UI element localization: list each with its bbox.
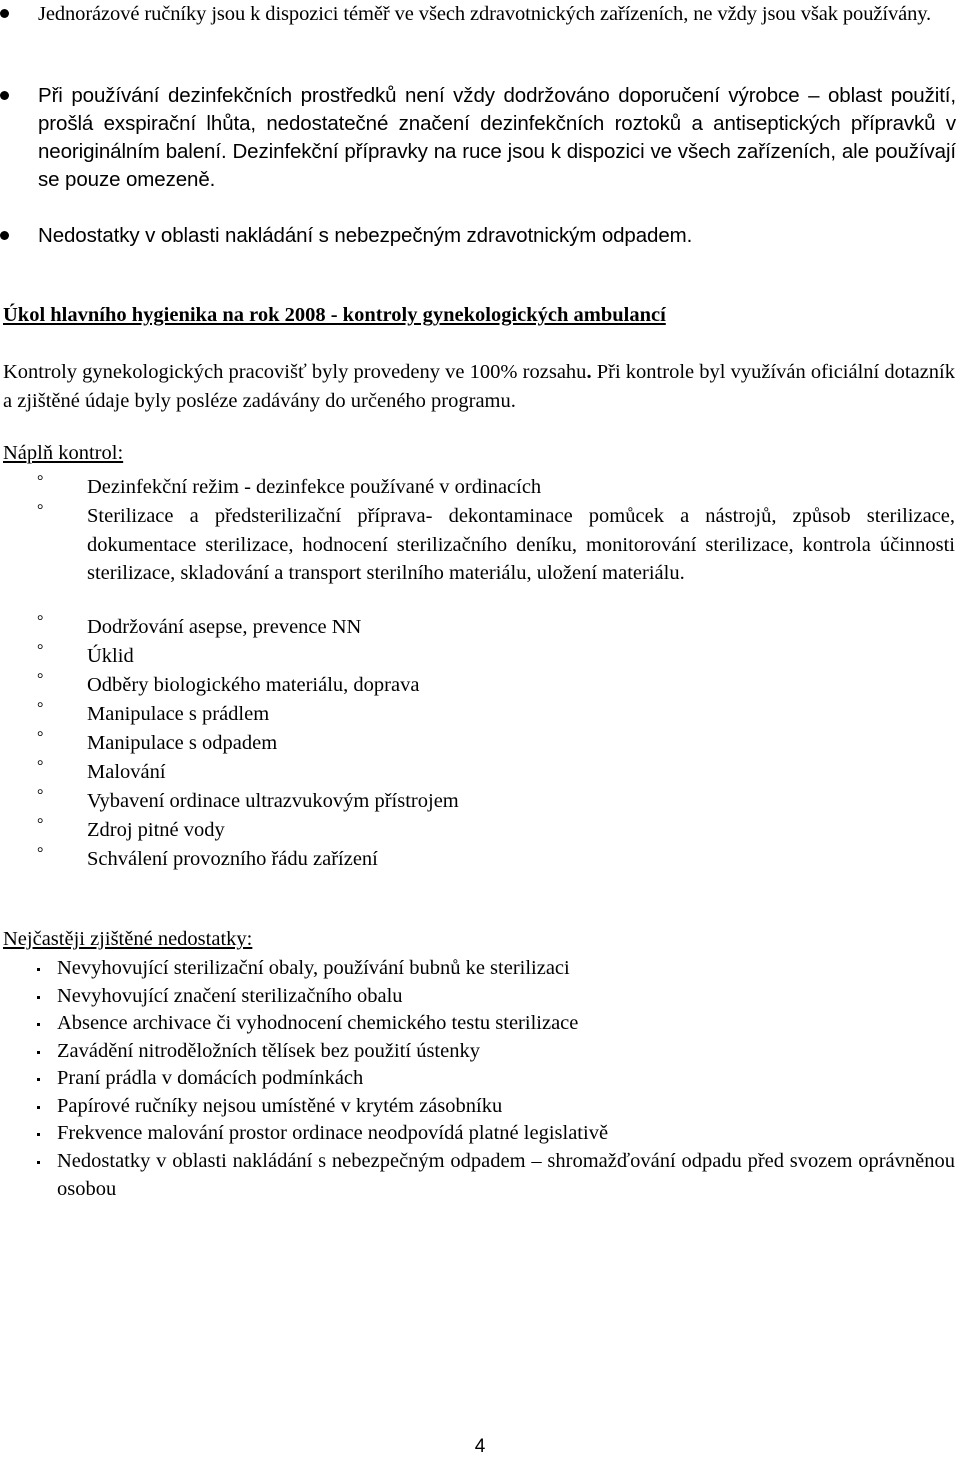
task-paragraph-text: Při kontrole byl využíván oficiální dotazník a zjištěné údaje byly posléze zadávány do určeného programu. [3, 361, 955, 412]
page-number: 4 [474, 1436, 486, 1457]
deficiency-item-text: Absence archivace či vyhodnocení chemického testu sterilizace [57, 1012, 579, 1034]
contents-item-text: Vybavení ordinace ultrazvukovým přístrojem [87, 790, 459, 812]
task-paragraph [3, 358, 955, 416]
bullet-icon [0, 231, 9, 240]
bullet-icon [0, 9, 9, 18]
degree-bullet-icon: ° [37, 787, 44, 804]
contents-item-text: Zdroj pitné vody [87, 819, 225, 841]
small-square-bullet-icon [37, 1106, 40, 1109]
degree-bullet-icon: ° [37, 642, 44, 659]
contents-item-text: Dezinfekční režim - dezinfekce používané v ordinacích [87, 476, 542, 498]
deficiency-item-text: Praní prádla v domácích podmínkách [57, 1067, 364, 1089]
deficiency-item-text: Nevyhovující sterilizační obaly, používání bubnů ke sterilizaci [57, 957, 570, 979]
intro-bullet-text: Nedostatky v oblasti nakládání s nebezpečným zdravotnickým odpadem. [38, 224, 693, 247]
small-square-bullet-icon [37, 1023, 40, 1026]
task-heading: Úkol hlavního hygienika na rok 2008 - kontroly gynekologických ambulancí [3, 304, 666, 326]
small-square-bullet-icon [37, 996, 40, 999]
small-square-bullet-icon [37, 1161, 40, 1164]
intro-bullet-text: Jednorázové ručníky jsou k dispozici téměř ve všech zdravotnických zařízeních, ne vždy jsou však používány. [38, 3, 932, 25]
contents-heading: Náplň kontrol: [3, 442, 124, 464]
small-square-bullet-icon [37, 1133, 40, 1136]
deficiencies-heading: Nejčastěji zjištěné nedostatky: [3, 928, 253, 950]
degree-bullet-icon: ° [37, 758, 44, 775]
deficiency-item-text: Nedostatky v oblasti nakládání s nebezpečným odpadem – shromažďování odpadu před svozem oprávněnou osobou [57, 1150, 955, 1200]
contents-item-text: Dodržování asepse, prevence NN [87, 616, 362, 638]
contents-item-text: Malování [87, 761, 166, 783]
small-square-bullet-icon [37, 1051, 40, 1054]
degree-bullet-icon: ° [37, 502, 44, 519]
small-square-bullet-icon [37, 968, 40, 971]
degree-bullet-icon: ° [37, 473, 44, 490]
degree-bullet-icon: ° [37, 613, 44, 630]
contents-item-text: Sterilizace a předsterilizační příprava- dekontaminace pomůcek a nástrojů, způsob sterilizace, dokumentace sterilizace, hodnocení sterilizačního deníku, monitorování sterilizace, kontrola účinnosti sterilizace, skladování a transport sterilního materiálu, uložení materiálu. [87, 505, 955, 584]
deficiency-item-text: Papírové ručníky nejsou umístěné v krytém zásobníku [57, 1095, 503, 1117]
contents-item-text: Manipulace s prádlem [87, 703, 270, 725]
bullet-icon [0, 91, 9, 100]
degree-bullet-icon: ° [37, 816, 44, 833]
contents-item-text: Odběry biologického materiálu, doprava [87, 674, 420, 696]
task-paragraph-text: Kontroly gynekologických pracovišť byly provedeny ve 100% rozsahu [3, 361, 587, 383]
contents-item-text: Schválení provozního řádu zařízení [87, 848, 378, 870]
small-square-bullet-icon [37, 1078, 40, 1081]
deficiency-item-text: Nevyhovující značení sterilizačního obalu [57, 985, 403, 1007]
contents-item-text: Úklid [87, 645, 134, 667]
deficiency-item-text: Frekvence malování prostor ordinace neodpovídá platné legislativě [57, 1122, 609, 1144]
contents-item-text: Manipulace s odpadem [87, 732, 278, 754]
degree-bullet-icon: ° [37, 700, 44, 717]
deficiency-item-text: Zavádění nitroděložních tělísek bez použití ústenky [57, 1040, 480, 1062]
intro-bullet-text: Při používání dezinfekčních prostředků není vždy dodržováno doporučení výrobce – oblast použití, prošlá exspirační lhůta, nedostatečné značení dezinfekčních roztoků a antiseptických přípravků v neoriginálním balení. Dezinfekční přípravky na ruce jsou k dispozici ve všech zařízeních, ale používají se pouze omezeně. [38, 84, 956, 191]
task-paragraph-bold: . [586, 361, 592, 383]
degree-bullet-icon: ° [37, 671, 44, 688]
degree-bullet-icon: ° [37, 845, 44, 862]
degree-bullet-icon: ° [37, 729, 44, 746]
